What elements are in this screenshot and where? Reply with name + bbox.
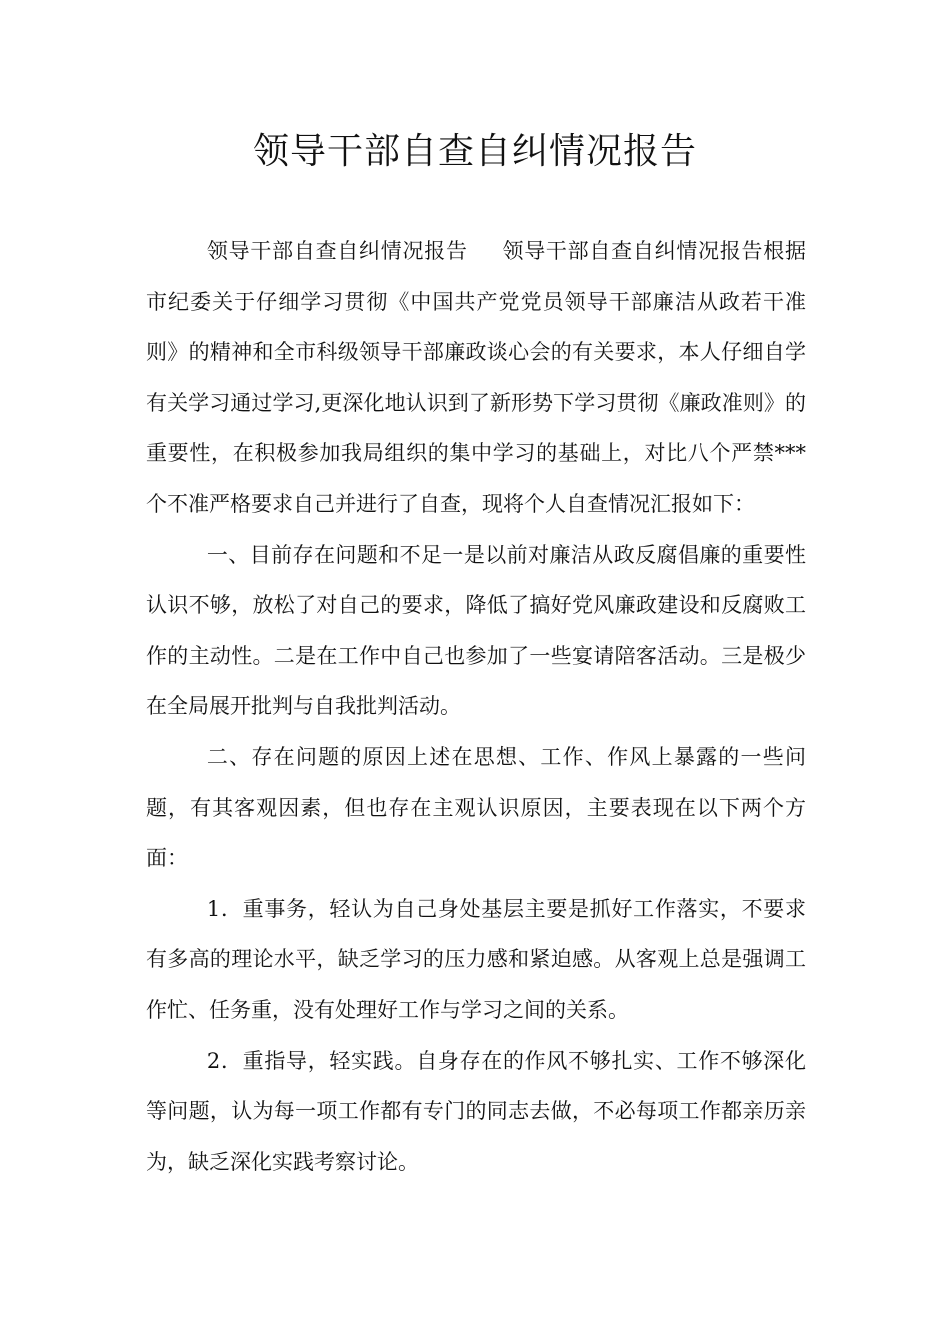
document-body — [146, 226, 806, 1187]
point-two-paragraph: 2．重指导，轻实践。自身存在的作风不够扎实、工作不够深化等问题，认为每一项工作都有专门的同志去做，不必每项工作都亲历亲为，缺乏深化实践考察讨论。 — [146, 1048, 806, 1174]
intro-paragraph — [146, 226, 806, 530]
point-one-paragraph: 1．重事务，轻认为自己身处基层主要是抓好工作落实，不要求有多高的理论水平，缺乏学习的压力感和紧迫感。从客观上总是强调工作忙、任务重，没有处理好工作与学习之间的关系。 — [146, 896, 806, 1022]
document-title: 领导干部自查自纠情况报告 — [252, 131, 697, 172]
intro-lead: 领导干部自查自纠情况报告 — [206, 239, 468, 263]
section-two-paragraph: 二、存在问题的原因上述在思想、工作、作风上暴露的一些问题，有其客观因素，但也存在主观认识原因，主要表现在以下两个方面： — [146, 744, 806, 871]
section-one-paragraph: 一、目前存在问题和不足一是以前对廉洁从政反腐倡廉的重要性认识不够，放松了对自己的要求，降低了搞好党风廉政建设和反腐败工作的主动性。二是在工作中自己也参加了一些宴请陪客活动。三是极少在全局展开批判与自我批判活动。 — [146, 542, 806, 719]
intro-text: 领导干部自查自纠情况报告根据市纪委关于仔细学习贯彻《中国共产党党员领导干部廉洁从政若干准则》的精神和全市科级领导干部廉政谈心会的有关要求，本人仔细自学有关学习通过学习,更深化地认识到了新形势下学习贯彻《廉政准则》的重要性，在积极参加我局组织的集中学习的基础上，对比八个严禁***个不准严格要求自己并进行了自查，现将个人自查情况汇报如下： — [146, 239, 807, 516]
